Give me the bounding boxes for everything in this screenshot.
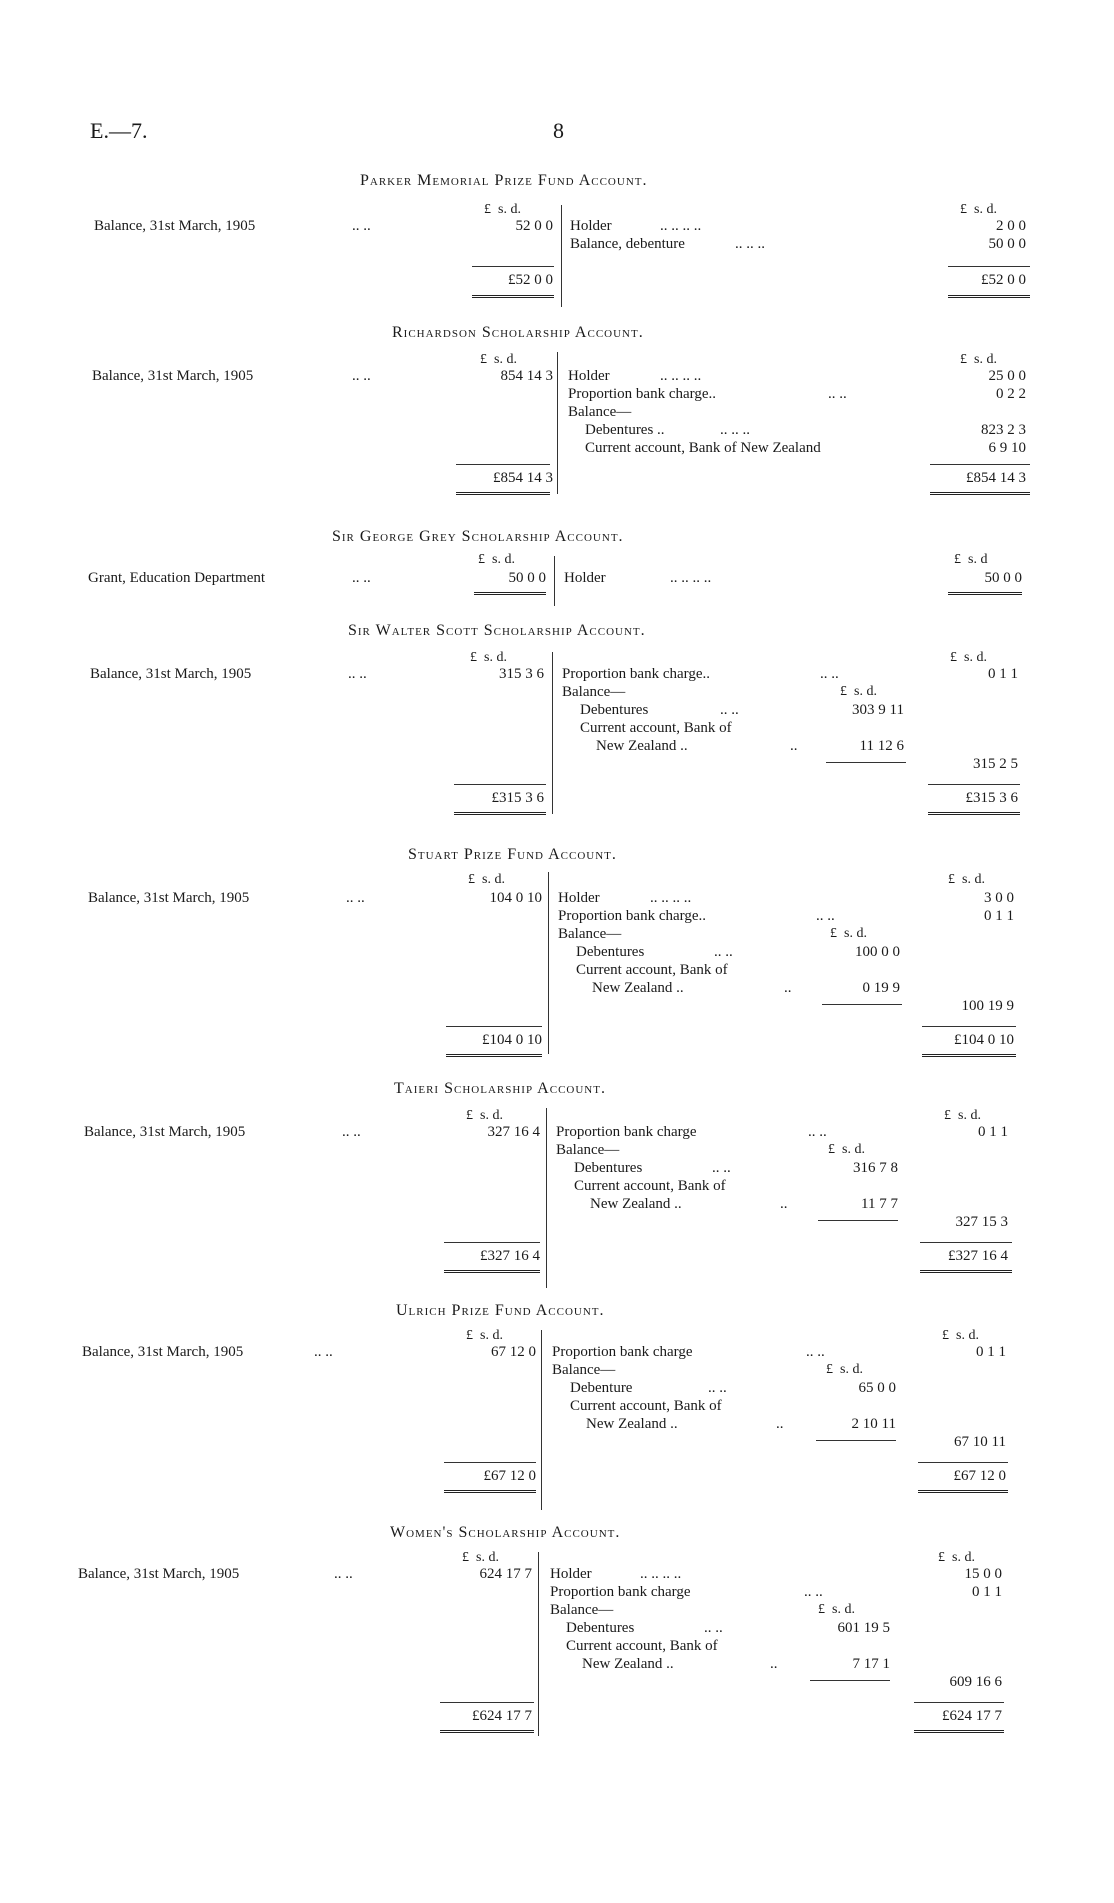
column-rule: [561, 205, 562, 307]
dr-amount: 67 12 0: [491, 1344, 536, 1360]
cr-amount: 327 15 3: [955, 1214, 1008, 1230]
leader-dots: .. .. .. ..: [660, 218, 702, 234]
inner-amount: 11 7 7: [861, 1196, 898, 1212]
leader-dots: .. ..: [708, 1380, 727, 1396]
cr-label: Balance—: [552, 1362, 616, 1378]
leader-dots: .. ..: [348, 666, 367, 682]
leader-dots: ..: [776, 1416, 784, 1432]
total-rule: [930, 492, 1030, 498]
leader-dots: .. ..: [704, 1620, 723, 1636]
total-rule: [456, 492, 550, 498]
leader-dots: .. ..: [714, 944, 733, 960]
cr-label: Holder: [570, 218, 612, 234]
total-rule: [474, 592, 546, 598]
currency-heading: £ s. d.: [938, 1550, 975, 1565]
cr-label: Balance—: [558, 926, 622, 942]
dr-total: £624 17 7: [472, 1708, 532, 1724]
cr-total: £315 3 6: [965, 790, 1018, 806]
dr-amount: 315 3 6: [499, 666, 544, 682]
dr-amount: 854 14 3: [500, 368, 553, 384]
sum-rule: [472, 266, 554, 267]
dr-label: Balance, 31st March, 1905: [90, 666, 252, 682]
cr-label: Debenture: [570, 1380, 633, 1396]
inner-currency-heading: £ s. d.: [826, 1362, 863, 1377]
column-rule: [552, 652, 553, 814]
cr-label: New Zealand ..: [582, 1656, 674, 1672]
account-title: Women's Scholarship Account.: [390, 1524, 621, 1541]
cr-label: Balance—: [556, 1142, 620, 1158]
cr-total: £854 14 3: [966, 470, 1026, 486]
total-rule: [920, 1270, 1012, 1276]
cr-label: Balance, debenture: [570, 236, 685, 252]
page-series: E.—7.: [90, 118, 148, 143]
inner-amount: 0 19 9: [862, 980, 900, 996]
leader-dots: .. ..: [346, 890, 365, 906]
cr-amount: 0 2 2: [996, 386, 1026, 402]
leader-dots: .. ..: [712, 1160, 731, 1176]
sum-rule: [922, 1026, 1016, 1027]
inner-amount: 303 9 11: [852, 702, 904, 718]
cr-amount: 315 2 5: [973, 756, 1018, 772]
leader-dots: .. ..: [828, 386, 847, 402]
dr-amount: 624 17 7: [479, 1566, 532, 1582]
cr-amount: 25 0 0: [988, 368, 1026, 384]
cr-amount: 0 1 1: [972, 1584, 1002, 1600]
leader-dots: ..: [770, 1656, 778, 1672]
leader-dots: .. ..: [334, 1566, 353, 1582]
leader-dots: .. ..: [808, 1124, 827, 1140]
currency-heading: £ s. d.: [948, 872, 985, 887]
account-title: Sir George Grey Scholarship Account.: [332, 528, 624, 545]
cr-label: New Zealand ..: [590, 1196, 682, 1212]
currency-heading: £ s. d.: [466, 1108, 503, 1123]
leader-dots: .. ..: [804, 1584, 823, 1600]
cr-amount: 50 0 0: [988, 236, 1026, 252]
sum-rule: [440, 1702, 534, 1703]
cr-label: Proportion bank charge..: [558, 908, 707, 924]
leader-dots: .. .. .. ..: [670, 570, 712, 586]
dr-amount: 52 0 0: [515, 218, 553, 234]
account-title: Parker Memorial Prize Fund Account.: [360, 172, 648, 189]
total-rule: [948, 295, 1030, 301]
cr-amount: 6 9 10: [988, 440, 1026, 456]
sum-rule: [918, 1462, 1008, 1463]
column-rule: [557, 352, 558, 494]
cr-label: Debentures: [576, 944, 645, 960]
cr-label: Proportion bank charge: [556, 1124, 697, 1140]
total-rule: [454, 812, 546, 818]
dr-total: £52 0 0: [508, 272, 553, 288]
leader-dots: .. ..: [816, 908, 835, 924]
dr-label: Balance, 31st March, 1905: [88, 890, 250, 906]
total-rule: [472, 295, 554, 301]
inner-rule: [818, 1220, 898, 1221]
cr-label: Holder: [564, 570, 606, 586]
inner-rule: [810, 1680, 890, 1681]
dr-total: £315 3 6: [491, 790, 544, 806]
cr-label: Current account, Bank of: [574, 1178, 726, 1194]
cr-amount: 0 1 1: [978, 1124, 1008, 1140]
total-rule: [918, 1490, 1008, 1496]
leader-dots: .. ..: [806, 1344, 825, 1360]
cr-label: Debentures ..: [585, 422, 665, 438]
dr-label: Balance, 31st March, 1905: [84, 1124, 246, 1140]
cr-label: Proportion bank charge: [552, 1344, 693, 1360]
cr-amount: 609 16 6: [949, 1674, 1002, 1690]
column-rule: [554, 556, 555, 606]
cr-amount: 100 19 9: [961, 998, 1014, 1014]
inner-currency-heading: £ s. d.: [840, 684, 877, 699]
cr-amount: 15 0 0: [964, 1566, 1002, 1582]
dr-label: Balance, 31st March, 1905: [78, 1566, 240, 1582]
leader-dots: ..: [780, 1196, 788, 1212]
currency-heading: £ s. d.: [462, 1550, 499, 1565]
dr-label: Grant, Education Department: [88, 570, 266, 586]
currency-heading: £ s. d.: [960, 202, 997, 217]
cr-label: Debentures: [580, 702, 649, 718]
column-rule: [538, 1552, 539, 1736]
leader-dots: ..: [784, 980, 792, 996]
account-title: Sir Walter Scott Scholarship Account.: [348, 622, 646, 639]
dr-label: Balance, 31st March, 1905: [82, 1344, 244, 1360]
leader-dots: .. .. ..: [720, 422, 750, 438]
leader-dots: .. ..: [352, 570, 371, 586]
cr-label: Current account, Bank of: [576, 962, 728, 978]
currency-heading: £ s. d.: [466, 1328, 503, 1343]
inner-currency-heading: £ s. d.: [818, 1602, 855, 1617]
inner-amount: 601 19 5: [837, 1620, 890, 1636]
currency-heading: £ s. d.: [942, 1328, 979, 1343]
dr-label: Balance, 31st March, 1905: [92, 368, 254, 384]
cr-amount: 823 2 3: [981, 422, 1026, 438]
cr-label: Holder: [558, 890, 600, 906]
sum-rule: [920, 1242, 1012, 1243]
leader-dots: .. ..: [314, 1344, 333, 1360]
dr-amount: 327 16 4: [487, 1124, 540, 1140]
cr-label: Current account, Bank of New Zealand: [585, 440, 821, 456]
cr-amount: 67 10 11: [954, 1434, 1006, 1450]
page-number: 8: [553, 118, 564, 143]
cr-label: Balance—: [562, 684, 626, 700]
cr-amount: 0 1 1: [988, 666, 1018, 682]
leader-dots: .. ..: [820, 666, 839, 682]
cr-total: £624 17 7: [942, 1708, 1002, 1724]
cr-label: Holder: [568, 368, 610, 384]
total-rule: [928, 812, 1020, 818]
total-rule: [444, 1490, 536, 1496]
inner-amount: 7 17 1: [852, 1656, 890, 1672]
inner-currency-heading: £ s. d.: [828, 1142, 865, 1157]
total-rule: [446, 1054, 542, 1060]
column-rule: [546, 1108, 547, 1288]
cr-label: New Zealand ..: [592, 980, 684, 996]
dr-total: £327 16 4: [480, 1248, 540, 1264]
cr-label: Debentures: [574, 1160, 643, 1176]
cr-total: £67 12 0: [953, 1468, 1006, 1484]
currency-heading: £ s. d.: [960, 352, 997, 367]
sum-rule: [948, 266, 1030, 267]
dr-label: Balance, 31st March, 1905: [94, 218, 256, 234]
cr-total: £327 16 4: [948, 1248, 1008, 1264]
cr-label: Balance—: [550, 1602, 614, 1618]
leader-dots: .. .. .. ..: [650, 890, 692, 906]
dr-total: £67 12 0: [483, 1468, 536, 1484]
column-rule: [541, 1330, 542, 1510]
currency-heading: £ s. d.: [470, 650, 507, 665]
cr-label: Debentures: [566, 1620, 635, 1636]
cr-amount: 2 0 0: [996, 218, 1026, 234]
cr-label: Balance—: [568, 404, 632, 420]
sum-rule: [456, 464, 550, 465]
cr-label: Current account, Bank of: [570, 1398, 722, 1414]
sum-rule: [446, 1026, 542, 1027]
inner-amount: 316 7 8: [853, 1160, 898, 1176]
total-rule: [914, 1730, 1004, 1736]
account-title: Stuart Prize Fund Account.: [408, 846, 617, 863]
inner-amount: 2 10 11: [851, 1416, 896, 1432]
inner-rule: [816, 1440, 896, 1441]
inner-currency-heading: £ s. d.: [830, 926, 867, 941]
cr-label: Proportion bank charge: [550, 1584, 691, 1600]
leader-dots: .. ..: [352, 218, 371, 234]
dr-amount: 104 0 10: [489, 890, 542, 906]
cr-label: Holder: [550, 1566, 592, 1582]
sum-rule: [444, 1242, 540, 1243]
account-title: Taieri Scholarship Account.: [394, 1080, 606, 1097]
inner-rule: [822, 1004, 902, 1005]
currency-heading: £ s. d.: [944, 1108, 981, 1123]
cr-amount: 3 0 0: [984, 890, 1014, 906]
total-rule: [440, 1730, 534, 1736]
column-rule: [548, 872, 549, 1054]
leader-dots: .. ..: [342, 1124, 361, 1140]
inner-amount: 100 0 0: [855, 944, 900, 960]
inner-amount: 65 0 0: [858, 1380, 896, 1396]
total-rule: [922, 1054, 1016, 1060]
account-title: Ulrich Prize Fund Account.: [396, 1302, 605, 1319]
sum-rule: [928, 784, 1020, 785]
cr-label: Current account, Bank of: [580, 720, 732, 736]
sum-rule: [454, 784, 546, 785]
cr-label: Proportion bank charge..: [568, 386, 717, 402]
inner-amount: 11 12 6: [859, 738, 904, 754]
account-title: Richardson Scholarship Account.: [392, 324, 644, 341]
currency-heading: £ s. d.: [478, 552, 515, 567]
dr-total: £104 0 10: [482, 1032, 542, 1048]
inner-rule: [826, 762, 906, 763]
currency-heading: £ s. d: [954, 552, 988, 567]
sum-rule: [930, 464, 1030, 465]
currency-heading: £ s. d.: [484, 202, 521, 217]
leader-dots: .. ..: [720, 702, 739, 718]
leader-dots: ..: [790, 738, 798, 754]
leader-dots: .. .. .. ..: [640, 1566, 682, 1582]
leader-dots: .. ..: [352, 368, 371, 384]
cr-amount: 0 1 1: [984, 908, 1014, 924]
cr-amount: 50 0 0: [984, 570, 1022, 586]
cr-label: New Zealand ..: [586, 1416, 678, 1432]
currency-heading: £ s. d.: [480, 352, 517, 367]
cr-amount: 0 1 1: [976, 1344, 1006, 1360]
total-rule: [948, 592, 1022, 598]
leader-dots: .. .. .. ..: [660, 368, 702, 384]
currency-heading: £ s. d.: [468, 872, 505, 887]
dr-total: £854 14 3: [493, 470, 553, 486]
cr-label: Proportion bank charge..: [562, 666, 711, 682]
leader-dots: .. .. ..: [735, 236, 765, 252]
cr-label: Current account, Bank of: [566, 1638, 718, 1654]
cr-label: New Zealand ..: [596, 738, 688, 754]
total-rule: [444, 1270, 540, 1276]
sum-rule: [914, 1702, 1004, 1703]
dr-amount: 50 0 0: [508, 570, 546, 586]
currency-heading: £ s. d.: [950, 650, 987, 665]
cr-total: £52 0 0: [981, 272, 1026, 288]
cr-total: £104 0 10: [954, 1032, 1014, 1048]
sum-rule: [444, 1462, 536, 1463]
